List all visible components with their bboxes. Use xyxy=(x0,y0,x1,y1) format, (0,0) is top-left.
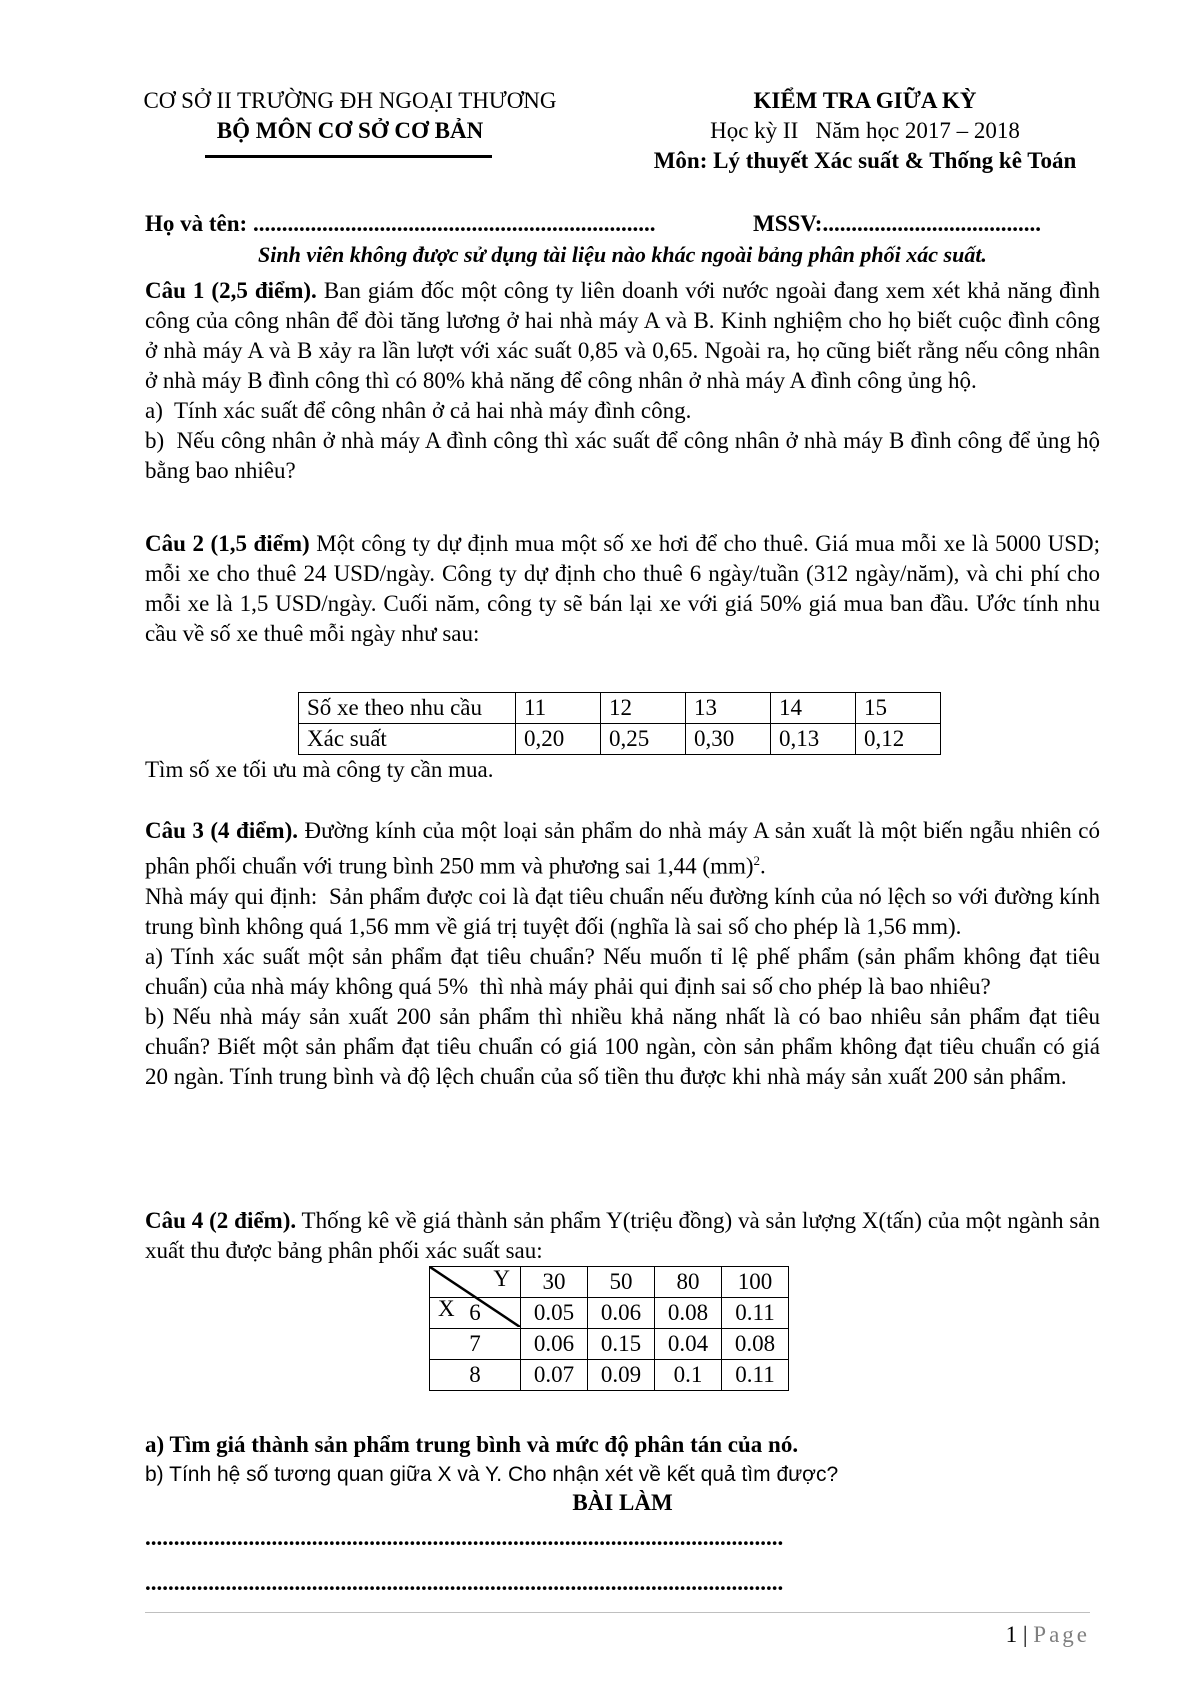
question-2 xyxy=(145,529,1100,649)
probability-cell: 0.06 xyxy=(588,1298,655,1329)
school-name: CƠ SỞ II TRƯỜNG ĐH NGOẠI THƯƠNG xyxy=(143,88,557,113)
x-value-cell: 7 xyxy=(430,1329,521,1360)
probability-cell: 0,13 xyxy=(771,724,856,755)
exam-title: KIỂM TRA GIỮA KỲ xyxy=(753,88,977,113)
page-label: Page xyxy=(1033,1622,1090,1647)
question-1-part-a: a) Tính xác suất để công nhân ở cả hai nhà máy đình công. xyxy=(145,398,692,423)
probability-cell: 0.1 xyxy=(655,1360,722,1391)
y-value-header: 80 xyxy=(655,1267,722,1298)
question-4-text: Thống kê về giá thành sản phẩm Y(triệu đồng) và sản lượng X(tấn) của một ngành sản xuất thu được bảng phân phối xác suất sau: xyxy=(145,1208,1100,1263)
question-4 xyxy=(145,1206,1100,1266)
student-name-field[interactable]: Họ và tên: ...................................................................... xyxy=(145,211,656,236)
probability-cell: 0,12 xyxy=(856,724,941,755)
school-header xyxy=(100,86,600,146)
question-1 xyxy=(145,276,1106,486)
question-4-body xyxy=(145,1206,1100,1266)
question-2-text: Một công ty dự định mua một số xe hơi để cho thuê. Giá mua mỗi xe là 5000 USD; mỗi xe cho thuê 24 USD/ngày. Công ty dự định cho thuê 6 ngày/tuần (312 ngày/năm), và chi phí cho mỗi xe là 1,5 USD/ngày. Cuối năm, công ty sẽ bán lại xe với giá 50% giá mua ban đầu. Ước tính nhu cầu về số xe thuê mỗi ngày như sau: xyxy=(145,531,1100,646)
x-value-cell: 6 xyxy=(430,1298,521,1329)
student-id-field[interactable]: MSSV:...................................... xyxy=(753,211,1041,236)
probability-cell: 0.06 xyxy=(521,1329,588,1360)
probability-cell: 0.09 xyxy=(588,1360,655,1391)
question-3-part-a: a) Tính xác suất một sản phẩm đạt tiêu chuẩn? Nếu muốn tỉ lệ phế phẩm (sản phẩm không đạt tiêu chuẩn) của nhà máy không quá 5% thì nhà máy phải qui định sai số cho phép là bao nhiêu? xyxy=(145,943,1106,999)
question-1-part-b: b) Nếu công nhân ở nhà máy A đình công thì xác suất để công nhân ở nhà máy B đình công để ủng hộ bằng bao nhiêu? xyxy=(145,428,1106,483)
question-3-body xyxy=(145,816,1100,882)
question-4-part-a: a) Tìm giá thành sản phẩm trung bình và mức độ phân tán của nó. xyxy=(145,1432,799,1457)
y-value-header: 30 xyxy=(521,1267,588,1298)
probability-cell: 0,20 xyxy=(516,724,601,755)
department-name: BỘ MÔN CƠ SỞ CƠ BẢN xyxy=(216,118,484,143)
question-3-title: Câu 3 (4 điểm). xyxy=(145,818,298,843)
table-row xyxy=(430,1329,789,1360)
question-2-ask: Tìm số xe tối ưu mà công ty cần mua. xyxy=(145,757,494,782)
exponent: 2 xyxy=(753,853,761,868)
y-axis-label: Y xyxy=(493,1266,510,1291)
question-2-ask-wrap xyxy=(145,755,1100,785)
probability-cell: 0.04 xyxy=(655,1329,722,1360)
question-3-text: Đường kính của một loại sản phẩm do nhà máy A sản xuất là một biến ngẫu nhiên có phân phối chuẩn với trung bình 250 mm và phương sai 1,44 (mm) xyxy=(145,818,1100,879)
x-value-cell: 8 xyxy=(430,1360,521,1391)
header-underline xyxy=(205,155,492,158)
answer-line-1[interactable]: ............................................................................................................... xyxy=(145,1525,784,1550)
answer-section-title: BÀI LÀM xyxy=(572,1490,673,1515)
demand-distribution-table xyxy=(298,692,941,755)
question-4-part-b: b) Tính hệ số tương quan giữa X và Y. Cho nhận xét về kết quả tìm được? xyxy=(145,1463,839,1486)
table-row xyxy=(430,1267,789,1298)
table-row xyxy=(299,693,941,724)
question-2-title: Câu 2 (1,5 điểm) xyxy=(145,531,310,556)
table-corner-cell xyxy=(430,1266,521,1321)
question-3-rule: Nhà máy qui định: Sản phẩm được coi là đạt tiêu chuẩn nếu đường kính của nó lệch so với đường kính trung bình không quá 1,56 mm về giá trị tuyệt đối (nghĩa là sai số cho phép là 1,56 mm). xyxy=(145,883,1106,939)
sentence-end: . xyxy=(760,853,766,879)
demand-cell: 11 xyxy=(516,693,601,724)
exam-header xyxy=(625,86,1105,176)
probability-cell: 0.08 xyxy=(722,1329,789,1360)
probability-cell: 0.07 xyxy=(521,1360,588,1391)
probability-cell: 0.05 xyxy=(521,1298,588,1329)
x-axis-label: X xyxy=(438,1296,455,1321)
joint-distribution-table xyxy=(429,1266,789,1391)
probability-cell: 0,30 xyxy=(686,724,771,755)
question-4-title: Câu 4 (2 điểm). xyxy=(145,1208,297,1233)
question-1-body xyxy=(145,276,1100,396)
probability-cell: 0.11 xyxy=(722,1360,789,1391)
page-number: 1 xyxy=(1005,1622,1018,1647)
student-info xyxy=(145,209,1100,239)
question-2-body xyxy=(145,529,1100,649)
question-3-part-b: b) Nếu nhà máy sản xuất 200 sản phẩm thì nhiều khả năng nhất là có bao nhiêu sản phẩm đạt tiêu chuẩn? Biết một sản phẩm đạt tiêu chuẩn có giá 100 ngàn, còn sản phẩm không đạt tiêu chuẩn có giá 20 ngàn. Tính trung bình và độ lệch chuẩn của số tiền thu được khi nhà máy sản xuất 200 sản phẩm. xyxy=(145,1003,1100,1089)
answer-line-2[interactable]: ............................................................................................................... xyxy=(145,1570,784,1595)
question-1-text: Ban giám đốc một công ty liên doanh với nước ngoài đang xem xét khả năng đình công của công nhân để đòi tăng lương ở hai nhà máy A và B. Kinh nghiệm cho họ biết cuộc đình công ở nhà máy A và B xảy ra lần lượt với xác suất 0,85 và 0,65. Ngoài ra, họ cũng biết rằng nếu công nhân ở nhà máy B đình công thì có 80% khả năng để công nhân ở nhà máy A đình công ủng hộ. xyxy=(145,278,1100,393)
exam-notice: Sinh viên không được sử dụng tài liệu nào khác ngoài bảng phân phối xác suất. xyxy=(258,242,987,267)
demand-cell: 13 xyxy=(686,693,771,724)
y-value-header: 50 xyxy=(588,1267,655,1298)
table-row xyxy=(430,1360,789,1391)
probability-cell: 0.15 xyxy=(588,1329,655,1360)
question-4-parts xyxy=(145,1430,1100,1490)
demand-cell: 15 xyxy=(856,693,941,724)
row-label-probability: Xác suất xyxy=(299,724,516,755)
probability-cell: 0.11 xyxy=(722,1298,789,1329)
question-1-title: Câu 1 (2,5 điểm). xyxy=(145,278,317,303)
page-footer xyxy=(1006,1620,1090,1650)
probability-cell: 0,25 xyxy=(601,724,686,755)
row-label-demand: Số xe theo nhu cầu xyxy=(299,693,516,724)
table-row xyxy=(299,724,941,755)
probability-cell: 0.08 xyxy=(655,1298,722,1329)
y-value-header: 100 xyxy=(722,1267,789,1298)
demand-cell: 12 xyxy=(601,693,686,724)
subject-name: Môn: Lý thuyết Xác suất & Thống kê Toán xyxy=(653,148,1077,173)
footer-divider xyxy=(145,1612,1090,1613)
footer-separator: | xyxy=(1022,1622,1028,1647)
semester-year: Học kỳ II Năm học 2017 – 2018 xyxy=(710,118,1020,143)
question-3 xyxy=(145,816,1106,1092)
demand-cell: 14 xyxy=(771,693,856,724)
